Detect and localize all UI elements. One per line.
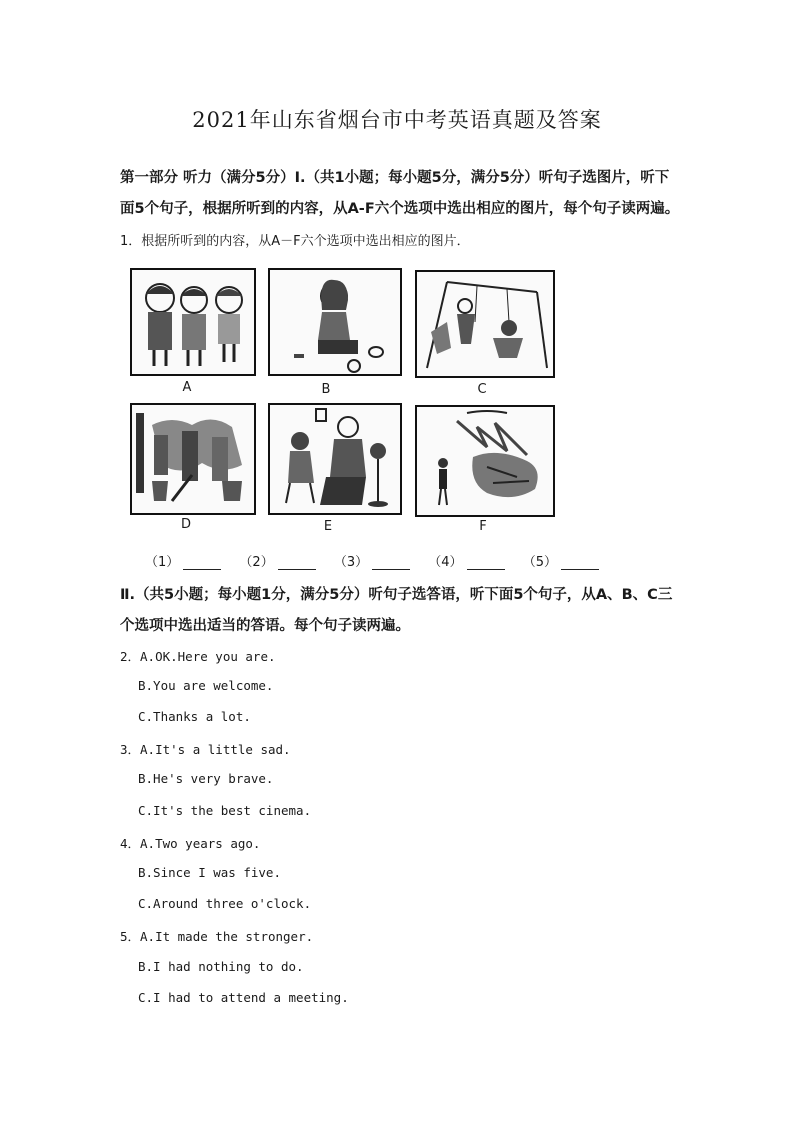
question-1-prompt: 1．根据所听到的内容，从A－F六个选项中选出相应的图片． <box>120 234 470 249</box>
picture-f-man-dragon <box>415 405 555 517</box>
answer-blank-4[interactable] <box>467 556 505 570</box>
answer-blank-1[interactable] <box>183 556 221 570</box>
picture-b-girl-pottery <box>268 268 402 376</box>
blank-label-3: （3） <box>333 555 369 570</box>
option-a: A.Two years ago. <box>140 836 261 851</box>
picture-d-fire-scene <box>130 403 256 515</box>
picture-a-three-children <box>130 268 256 376</box>
option-a: A.It made the stronger. <box>140 929 314 944</box>
question-number: 3． <box>120 742 141 757</box>
part2-heading-line2: 个选项中选出适当的答语。每个句子读两遍。 <box>120 618 410 634</box>
picture-label: C <box>477 382 487 397</box>
question-5-option-b: B.I had nothing to do. <box>138 959 304 974</box>
question-3-option-b: B.He's very brave. <box>138 771 274 786</box>
option-a: A.OK.Here you are. <box>140 649 276 664</box>
picture-e-people-talking <box>268 403 402 515</box>
part1-heading-line1: 第一部分 听力（满分5分）Ⅰ.（共1小题；每小题5分，满分5分）听句子选图片，听下 <box>120 170 670 186</box>
answer-blank-5[interactable] <box>561 556 599 570</box>
question-number: 2． <box>120 649 141 664</box>
question-2-option-b: B.You are welcome. <box>138 678 274 693</box>
question-2-option-c: C.Thanks a lot. <box>138 709 251 724</box>
question-3 <box>120 740 291 758</box>
picture-c-playground-swing <box>415 270 555 378</box>
question-4-option-c: C.Around three o'clock. <box>138 896 312 911</box>
blank-label-2: （2） <box>239 555 274 570</box>
picture-label: D <box>180 517 191 532</box>
blank-label-1: （1） <box>145 555 180 570</box>
question-5-option-c: C.I had to attend a meeting. <box>138 990 349 1005</box>
page-title: 2021年山东省烟台市中考英语真题及答案 <box>192 108 602 132</box>
picture-label: A <box>182 380 192 395</box>
answer-blank-3[interactable] <box>372 556 410 570</box>
option-a: A.It's a little sad. <box>140 742 291 757</box>
question-number: 5． <box>120 929 141 944</box>
question-number: 4． <box>120 836 141 851</box>
picture-label: E <box>323 519 333 534</box>
question-3-option-c: C.It's the best cinema. <box>138 803 312 818</box>
picture-label: B <box>321 382 331 397</box>
question-4-option-b: B.Since I was five. <box>138 865 281 880</box>
part2-heading-line1: Ⅱ.（共5小题；每小题1分，满分5分）听句子选答语，听下面5个句子，从A、B、C三 <box>120 587 673 603</box>
question-2 <box>120 647 276 665</box>
question-4 <box>120 834 260 852</box>
answer-blank-2[interactable] <box>278 556 316 570</box>
question-5 <box>120 927 313 945</box>
blank-label-4: （4） <box>428 555 463 570</box>
picture-label: F <box>479 519 487 534</box>
blank-label-5: （5） <box>522 555 557 570</box>
part1-heading-line2: 面5个句子，根据所听到的内容，从A-F六个选项中选出相应的图片，每个句子读两遍。 <box>120 201 680 217</box>
answer-blanks-row <box>145 551 613 570</box>
